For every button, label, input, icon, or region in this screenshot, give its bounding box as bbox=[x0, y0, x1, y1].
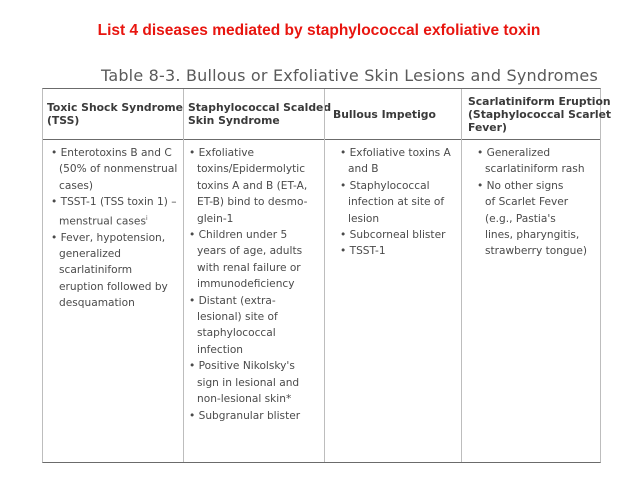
cell-line: toxins/Epidermolytic bbox=[197, 163, 306, 176]
syndromes-table bbox=[42, 88, 612, 463]
cell-line: infection bbox=[197, 343, 244, 356]
cell-line: • Positive Nikolsky's bbox=[189, 360, 295, 373]
header-line: (TSS) bbox=[47, 114, 80, 127]
cell-line: eruption followed by bbox=[59, 280, 168, 293]
cell-line: and B bbox=[348, 163, 379, 176]
header-line: Bullous Impetigo bbox=[333, 107, 436, 121]
cell-line: staphylococcal bbox=[197, 327, 276, 340]
cell-line: • Exfoliative bbox=[189, 147, 255, 159]
cell-line: desquamation bbox=[59, 297, 135, 310]
slide-title: List 4 diseases mediated by staphylococcal exfoliative toxin bbox=[97, 22, 541, 39]
cell-line: • Children under 5 bbox=[189, 229, 288, 242]
column-sss bbox=[183, 89, 332, 462]
cell-line: ET-B) bind to desmo- bbox=[197, 196, 308, 209]
column-body bbox=[184, 145, 324, 424]
table-caption: Table 8-3. Bullous or Exfoliative Skin Lesions and Syndromes bbox=[101, 66, 598, 85]
cell-line: • Fever, hypotension, bbox=[51, 231, 166, 244]
header-line: Skin Syndrome bbox=[188, 114, 280, 127]
cell-line: • Generalized bbox=[477, 147, 551, 159]
cell-line: lines, pharyngitis, bbox=[485, 229, 580, 242]
cell-line: scarlatiniform rash bbox=[485, 163, 585, 176]
cell-line: strawberry tongue) bbox=[485, 245, 588, 258]
cell-line: cases) bbox=[59, 179, 94, 192]
column-header bbox=[43, 89, 183, 139]
column-tss bbox=[43, 89, 183, 462]
cell-line: • TSST-1 (TSS toxin 1) – bbox=[51, 196, 177, 209]
column-header bbox=[462, 89, 612, 139]
cell-line: glein-1 bbox=[197, 212, 234, 225]
cell-line: • Distant (extra- bbox=[189, 294, 276, 307]
cell-line: toxins A and B (ET-A, bbox=[197, 179, 308, 192]
cell-line: • Exfoliative toxins A bbox=[340, 147, 451, 159]
cell-line: (50% of nonmenstrual bbox=[59, 163, 178, 176]
column-body bbox=[462, 145, 600, 260]
cell-line: • Staphylococcal bbox=[340, 179, 430, 192]
column-body bbox=[325, 145, 461, 260]
header-line: Staphylococcal Scalded bbox=[188, 101, 332, 114]
cell-line: immunodeficiency bbox=[197, 278, 295, 291]
cell-line: with renal failure or bbox=[197, 261, 301, 274]
cell-line: non-lesional skin* bbox=[197, 393, 292, 406]
cell-line: infection at site of bbox=[348, 196, 445, 209]
cell-line: scarlatiniform bbox=[59, 264, 133, 277]
header-line: (Staphylococcal Scarlet bbox=[468, 107, 612, 121]
cell-line: years of age, adults bbox=[197, 245, 303, 258]
column-header bbox=[325, 89, 461, 139]
cell-line: sign in lesional and bbox=[197, 376, 300, 389]
column-body bbox=[43, 145, 183, 312]
cell-line: menstrual cases$^i$ bbox=[59, 214, 148, 228]
cell-line: • Subgranular blister bbox=[189, 409, 301, 422]
cell-line: generalized bbox=[59, 247, 122, 260]
cell-line: of Scarlet Fever bbox=[485, 196, 569, 209]
cell-line: • Enterotoxins B and C bbox=[51, 147, 172, 159]
cell-line: (e.g., Pastia's bbox=[485, 212, 556, 225]
header-line: Toxic Shock Syndrome bbox=[47, 101, 183, 114]
header-line: Scarlatiniform Eruption bbox=[468, 94, 611, 108]
cell-line: lesional) site of bbox=[197, 311, 278, 324]
column-bullous-impetigo bbox=[324, 89, 461, 462]
cell-line: • Subcorneal blister bbox=[340, 229, 446, 242]
column-header bbox=[184, 89, 332, 139]
cell-line: • TSST-1 bbox=[340, 245, 386, 258]
cell-line: • No other signs bbox=[477, 179, 564, 192]
header-line: Fever) bbox=[468, 120, 507, 134]
cell-line: lesion bbox=[348, 212, 380, 225]
column-scarlatiniform bbox=[461, 89, 612, 462]
